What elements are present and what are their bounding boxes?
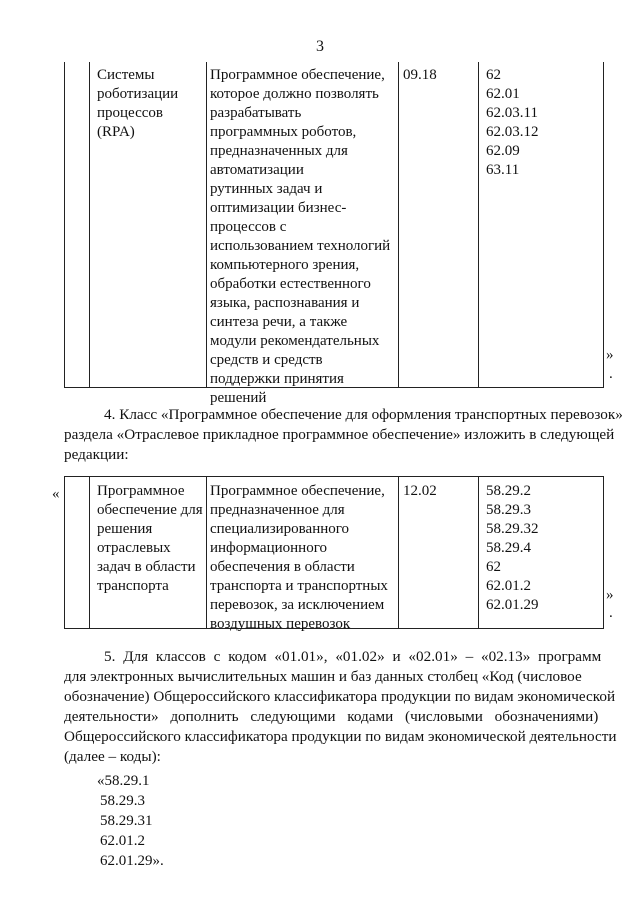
- paragraph-5-line-5: Общероссийского классификатора продукции по видам экономической деятельности: [64, 728, 617, 745]
- table-rpa-description-cell: Программное обеспечение, которое должно позволять разрабатывать программных роботов, предназначенных для автоматизации рутинных задач и оптимизации бизнес- процессов с использованием технологий компьютерного зрения, обработки естественного языка, распознавания и синтеза речи, а также модули рекомендательных средств и средств поддержки принятия решений: [210, 67, 391, 406]
- code-item: 62.01.29».: [100, 853, 164, 869]
- table-transport-close-dot: .: [609, 605, 613, 621]
- paragraph-5: [64, 647, 617, 767]
- paragraph-4-line-1: 4. Класс «Программное обеспечение для оформления транспортных перевозок»: [104, 406, 623, 423]
- table-transport-code-cell: 12.02: [403, 483, 437, 499]
- paragraph-5-line-6: (далее – коды):: [64, 748, 161, 765]
- table-transport: [64, 476, 604, 632]
- table-rpa-close-dot: .: [609, 366, 613, 382]
- paragraph-5-line-4: деятельности» дополнить следующими кодами (числовыми обозначениями): [64, 708, 599, 725]
- table-transport-okved-cell: 58.29.2 58.29.3 58.29.32 58.29.4 62 62.01.2 62.01.29: [486, 483, 539, 613]
- paragraph-5-line-2: для электронных вычислительных машин и баз данных столбец «Код (числовое: [64, 668, 582, 685]
- page-number: 3: [316, 38, 324, 55]
- table-transport-description-cell: Программное обеспечение, предназначенное для специализированного информационного обеспечения в области транспорта и транспортных перевозок, за исключением воздушных перевозок: [210, 483, 388, 632]
- table-transport-close-quote: »: [606, 587, 614, 603]
- table-transport-name-cell: Программное обеспечение для решения отраслевых задач в области транспорта: [97, 483, 203, 594]
- paragraph-5-line-1: 5. Для классов с кодом «01.01», «01.02» и «02.01» – «02.13» программ: [104, 648, 602, 665]
- code-item: «58.29.1: [97, 773, 150, 789]
- table-rpa: [64, 62, 604, 406]
- code-item: 62.01.2: [100, 833, 145, 849]
- table-rpa-name-cell: Системы роботизации процессов (RPA): [97, 67, 179, 140]
- paragraph-5-line-3: обозначение) Общероссийского классификатора продукции по видам экономической: [64, 688, 616, 705]
- codes-list: [97, 771, 164, 871]
- table-rpa-close-quote: »: [606, 347, 614, 363]
- paragraph-4: [64, 405, 623, 465]
- paragraph-4-line-3: редакции:: [64, 446, 129, 463]
- paragraph-4-line-2: раздела «Отраслевое прикладное программное обеспечение» изложить в следующей: [64, 426, 615, 443]
- code-item: 58.29.3: [100, 793, 145, 809]
- table-rpa-code-cell: 09.18: [403, 67, 437, 83]
- table-rpa-okved-cell: 62 62.01 62.03.11 62.03.12 62.09 63.11: [486, 67, 539, 178]
- code-item: 58.29.31: [100, 813, 153, 829]
- table-transport-open-quote: «: [52, 486, 60, 502]
